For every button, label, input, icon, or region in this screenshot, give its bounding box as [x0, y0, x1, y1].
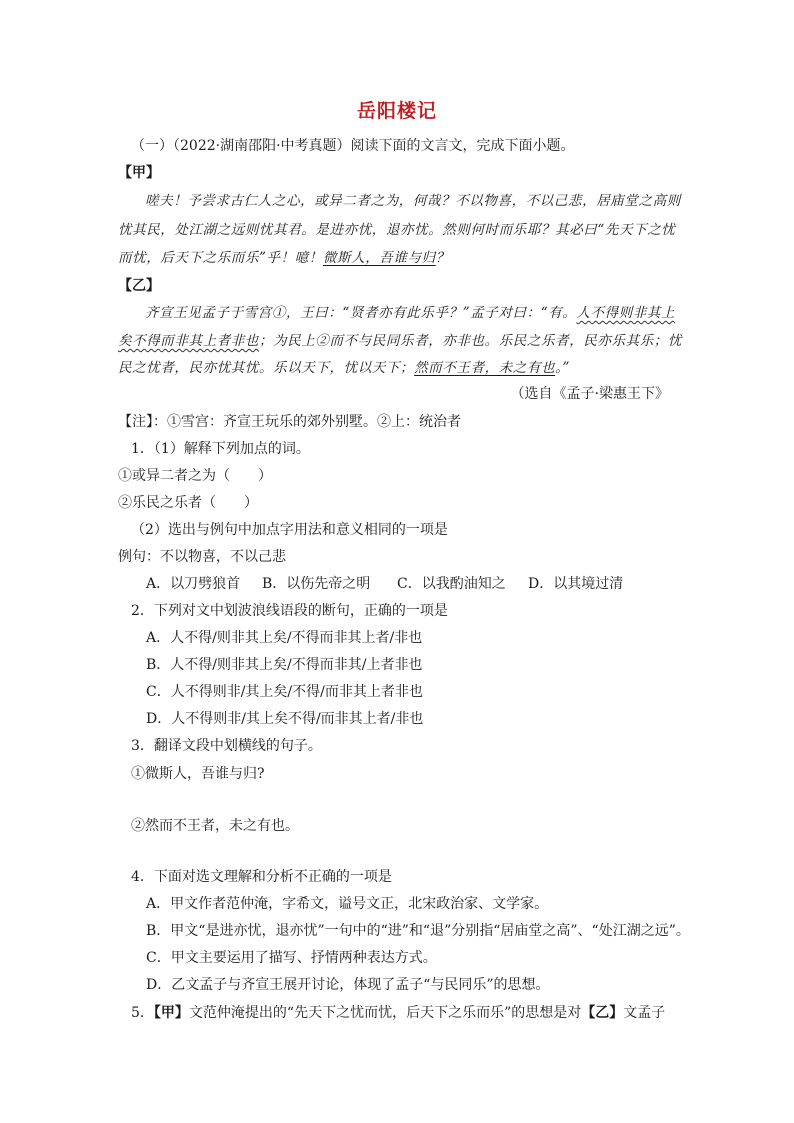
question-1-example: 例句：不以物喜，不以己悲 [118, 549, 286, 565]
intro-line: （一）（2022·湖南邵阳·中考真题）阅读下面的文言文，完成下面小题。 [131, 138, 575, 154]
yi-wavy-part-2: 矣不得而非其上者非也 [118, 333, 259, 349]
q1-option-a: A．以刀劈狼首 [146, 576, 241, 592]
jia-text-3a: 而忧，后天下之乐而乐”乎！噫！ [118, 250, 323, 266]
yi-wavy-part-1: 人不得则非其上 [576, 305, 676, 321]
question-1-item-a: ①或异二者之为（ ） [118, 468, 272, 484]
yi-text-3a: 民之忧者，民亦忧其忧。乐以天下，忧以天下； [118, 360, 415, 376]
jia-text-line-3 [118, 248, 450, 268]
page-title: 岳阳楼记 [356, 100, 437, 122]
yi-text-3b: 。” [555, 360, 570, 376]
annotation-note: 【注】：①雪宫：齐宣王玩乐的郊外别墅。②上：统治者 [118, 414, 461, 430]
q2-option-a: A．人不得/则非其上矣/不得而非其上者/非也 [146, 630, 423, 646]
q5-jia-label: 【甲】 [153, 1005, 189, 1021]
q4-option-b: B．甲文“是进亦忧，退亦忧”一句中的“进”和“退”分别指“居庙堂之高”、“处江湖之远”。 [146, 923, 690, 939]
jia-label: 【甲】 [118, 165, 160, 181]
question-1: 1．（1）解释下列加点的词。 [131, 441, 310, 457]
q5-yi-label: 【乙】 [581, 1005, 624, 1021]
question-3-item-b: ②然而不王者，未之有也。 [131, 818, 299, 834]
question-4: 4．下面对选文理解和分析不正确的一项是 [131, 869, 392, 885]
jia-text-line-2: 忧其民，处江湖之远则忧其君。是进亦忧，退亦忧。然则何时而乐耶？其必曰“先天下之忧 [118, 222, 676, 238]
jia-text-line-1: 嗟夫！予尝求古仁人之心，或异二者之为，何哉？不以物喜，不以己悲，居庙堂之高则 [145, 193, 681, 209]
yi-text-1a: 齐宣王见孟子于雪宫①，王曰：“贤者亦有此乐乎？”孟子对曰：“有。 [145, 305, 577, 321]
q4-option-d: D．乙文孟子与齐宣王展开讨论，体现了孟子“与民同乐”的思想。 [146, 977, 550, 993]
question-3-item-a: ①微斯人，吾谁与归? [131, 766, 265, 782]
q5-mid: 文范仲淹提出的“先天下之忧而忧，后天下之乐而乐”的思想是对 [188, 1005, 582, 1021]
yi-text-2b: ；为民上②而不与民同乐者，亦非也。乐民之乐者，民亦乐其乐；忧 [259, 333, 682, 349]
question-2: 2．下列对文中划波浪线语段的断句，正确的一项是 [131, 603, 448, 619]
yi-label: 【乙】 [118, 278, 160, 294]
yi-underlined-sentence: 然而不王者，未之有也 [414, 360, 556, 376]
q4-option-c: C．甲文主要运用了描写、抒情两种表达方式。 [146, 950, 437, 966]
question-1-item-b: ②乐民之乐者（ ） [118, 495, 258, 511]
q4-option-a: A．甲文作者范仲淹，字希文，谥号文正，北宋政治家、文学家。 [146, 896, 549, 912]
yi-text-line-3 [118, 358, 570, 378]
question-3: 3．翻译文段中划横线的句子。 [131, 738, 322, 754]
q2-option-c: C．人不得则非/其上矣/不得/而非其上者非也 [146, 684, 423, 700]
yi-text-line-1 [145, 303, 675, 323]
q2-option-d: D．人不得则非/其上矣不得/而非其上者/非也 [146, 711, 424, 727]
q5-end: 文孟子 [623, 1005, 666, 1021]
q1-option-b: B．以伤先帝之明 [262, 576, 371, 592]
yi-text-line-2 [118, 331, 682, 351]
source-citation: （选自《孟子·梁惠王下》 [510, 386, 669, 402]
q1-option-d: D．以其境过清 [528, 576, 624, 592]
jia-underlined-sentence: 微斯人，吾谁与归 [322, 250, 436, 266]
jia-text-3b: ？ [435, 250, 450, 266]
q2-option-b: B．人不得/则非其上矣/不得而非其/上者非也 [146, 657, 423, 673]
q1-option-c: C．以我酌油知之 [397, 576, 506, 592]
q5-number: 5． [131, 1005, 154, 1021]
question-1-part-2: （2）选出与例句中加点字用法和意义相同的一项是 [131, 522, 448, 538]
question-5 [131, 1003, 665, 1023]
